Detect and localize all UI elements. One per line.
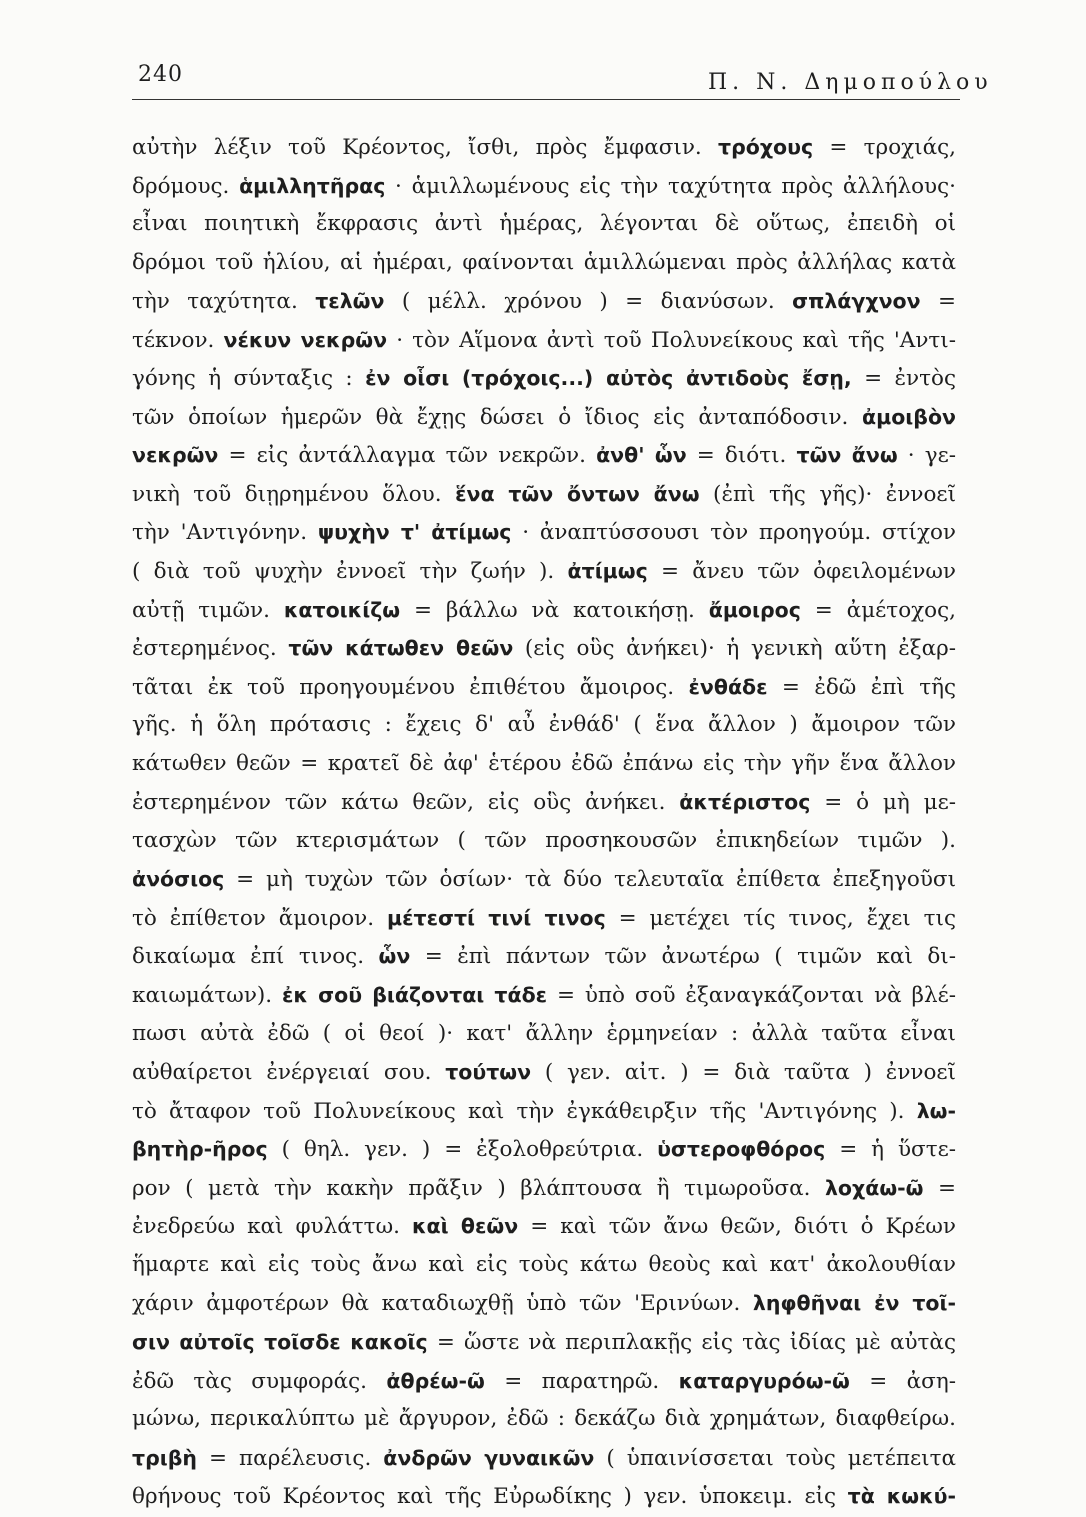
text-line (132, 591, 956, 630)
headword: τούτων (445, 1060, 532, 1085)
headword: νέκυν νεκρῶν (223, 327, 388, 352)
gloss-text: = διότι. (686, 443, 797, 469)
text-line (132, 1015, 956, 1054)
text-line (132, 668, 956, 707)
text-line (132, 629, 956, 668)
text-line (132, 359, 956, 398)
running-head: Π. Ν. Δημοπούλου (708, 70, 993, 95)
text-line (132, 244, 956, 283)
text-line (132, 1053, 956, 1092)
text-line (132, 899, 956, 938)
text-line (132, 436, 956, 475)
gloss-text: = ἐπὶ πάντων τῶν ἀνωτέρω ( τιμῶν καὶ δι- (410, 944, 956, 970)
headword: τελῶν (315, 289, 385, 314)
gloss-text: θρήνους τοῦ Κρέοντος καὶ τῆς Εὐρωδίκης ) γεν. ὑποκειμ. εἰς (132, 1484, 848, 1510)
headword: νεκρῶν (132, 443, 219, 468)
headword: ἀτίμως (567, 559, 648, 584)
headword: ἀμοιβὸν (862, 404, 956, 429)
text-line (132, 1284, 956, 1323)
text-line (132, 321, 956, 360)
page-number: 240 (138, 62, 183, 87)
gloss-text: ἐνεδρεύω καὶ φυλάττω. (132, 1214, 412, 1240)
commentary-text (132, 128, 956, 1516)
text-line (132, 205, 956, 244)
headword: ἀνθ' ὧν (596, 443, 687, 468)
text-line (132, 475, 956, 514)
gloss-text: ρον ( μετὰ τὴν κακὴν πρᾶξιν ) βλάπτουσα ἢ τιμωροῦσα. (132, 1175, 825, 1201)
headword: ληφθῆναι ἐν τοῖ- (752, 1291, 956, 1316)
text-line (132, 513, 956, 552)
gloss-text: ( θηλ. γεν. ) = ἐξολοθρεύτρια. (267, 1137, 658, 1163)
gloss-text: = ἀση- (849, 1368, 956, 1394)
headword: καταργυρόω-ῶ (678, 1368, 850, 1393)
gloss-text: δικαίωμα ἐπί τινος. (132, 944, 379, 970)
headword: ἀνόσιος (132, 867, 225, 892)
text-line (132, 552, 956, 591)
headword: ὧν (378, 944, 411, 969)
gloss-text: τὸ ἄταφον τοῦ Πολυνείκους καὶ τὴν ἐγκάθειρξιν τῆς 'Αντιγόνης ). (132, 1098, 917, 1124)
gloss-text: ( μέλλ. χρόνου ) = διανύσων. (384, 289, 793, 315)
gloss-text: αὐτὴν λέξιν τοῦ Κρέοντος, ἴσθι, πρὸς ἔμφασιν. (132, 135, 718, 160)
gloss-text: · τὸν Αἵμονα ἀντὶ τοῦ Πολυνείκους καὶ τῆς 'Αντι- (387, 327, 956, 353)
text-line (132, 976, 956, 1015)
gloss-text: ἥμαρτε καὶ εἰς τοὺς ἄνω καὶ εἰς τοὺς κάτω θεοὺς καὶ κατ' ἀκολουθίαν (132, 1251, 956, 1277)
headword: σπλάγχνον (792, 289, 921, 314)
gloss-text: δρόμοι τοῦ ἡλίου, αἱ ἡμέραι, φαίνονται ἁμιλλώμεναι πρὸς ἀλλήλας κατὰ (132, 249, 956, 275)
gloss-text: αὐτῇ τιμῶν. (132, 597, 284, 623)
headword: ἄμοιρος (708, 597, 801, 622)
gloss-text: πωσι αὐτὰ ἐδῶ ( οἱ θεοί )· κατ' ἄλλην ἑρμηνείαν : ἀλλὰ ταῦτα εἶναι (132, 1020, 956, 1046)
gloss-text: = τροχιάς, (813, 135, 956, 160)
gloss-text: καιωμάτων). (132, 983, 282, 1009)
gloss-text: ( ὑπαινίσσεται τοὺς μετέπειτα (594, 1445, 956, 1471)
gloss-text: = εἰς ἀντάλλαγμα τῶν νεκρῶν. (218, 443, 597, 469)
text-line (132, 860, 956, 899)
headword: ἁμιλλητῆρας (239, 173, 386, 198)
text-line (132, 745, 956, 784)
text-line (132, 282, 956, 321)
gloss-text: = βάλλω νὰ κατοικήσῃ. (400, 597, 709, 623)
text-line (132, 1130, 956, 1169)
headword: ἀνδρῶν γυναικῶν (383, 1445, 595, 1470)
gloss-text: · ἀναπτύσσουσι τὸν προηγούμ. στίχον (511, 520, 957, 546)
gloss-text: = ἐντὸς (851, 366, 956, 392)
headword: ἐκ σοῦ βιάζονται τάδε (282, 983, 548, 1008)
headword: ψυχὴν τ' ἀτίμως (317, 520, 512, 545)
text-line (132, 1092, 956, 1131)
gloss-text: = ἀμέτοχος, (800, 597, 956, 623)
gloss-text: τασχὼν τῶν κτερισμάτων ( τῶν προσηκουσῶν ἐπικηδείων τιμῶν ). (132, 827, 956, 853)
gloss-text: = ἄνευ τῶν ὀφειλομένων (647, 559, 956, 585)
header-rule (132, 99, 960, 100)
text-line (132, 398, 956, 437)
gloss-text: = ὑπὸ σοῦ ἐξαναγκάζονται νὰ βλέ- (547, 983, 956, 1009)
gloss-text: = (920, 289, 956, 315)
headword: ὑστεροφθόρος (657, 1137, 826, 1162)
gloss-text: = παρατηρῶ. (484, 1368, 679, 1394)
gloss-text: = παρέλευσις. (197, 1445, 384, 1471)
headword: σιν αὐτοῖς τοῖσδε κακοῖς (132, 1329, 428, 1354)
text-line (132, 128, 956, 167)
text-line (132, 1477, 956, 1516)
gloss-text: (ἐπὶ τῆς γῆς)· ἐννοεῖ (699, 481, 956, 507)
gloss-text: ( διὰ τοῦ ψυχὴν ἐννοεῖ τὴν ζωήν ). (132, 559, 568, 585)
headword: ἐν οἷσι (τρόχοις...) αὐτὸς ἀντιδοὺς ἔσῃ, (365, 366, 852, 391)
headword: τῶν κάτωθεν θεῶν (288, 636, 514, 661)
gloss-text: ( γεν. αἰτ. ) = διὰ ταῦτα ) ἐννοεῖ (531, 1060, 956, 1086)
headword: λοχάω-ῶ (824, 1175, 924, 1200)
gloss-text: τὴν ταχύτητα. (132, 289, 316, 315)
text-line (132, 1207, 956, 1246)
text-line (132, 1323, 956, 1362)
headword: ἀθρέω-ῶ (386, 1368, 485, 1393)
gloss-text: = μὴ τυχὼν τῶν ὁσίων· τὰ δύο τελευταῖα ἐπίθετα ἐπεξηγοῦσι (224, 867, 956, 893)
gloss-text: τᾶται ἐκ τοῦ προηγουμένου ἐπιθέτου ἄμοιρος. (132, 674, 689, 700)
headword: τῶν ἄνω (796, 443, 898, 468)
text-line (132, 167, 956, 206)
headword: ἐνθάδε (688, 674, 768, 699)
headword: βητὴρ-ῆρος (132, 1137, 268, 1162)
gloss-text: = μετέχει τίς τινος, ἔχει τις (605, 905, 956, 931)
text-line (132, 1362, 956, 1401)
headword: ἕνα τῶν ὄντων ἄνω (455, 481, 700, 506)
gloss-text: · γε- (897, 443, 956, 469)
gloss-text: αὐθαίρετοι ἐνέργειαί σου. (132, 1060, 446, 1086)
gloss-text: τὴν 'Αντιγόνην. (132, 520, 318, 546)
gloss-text: νικὴ τοῦ διῃρημένου ὅλου. (132, 481, 456, 507)
headword: καὶ θεῶν (411, 1214, 519, 1239)
gloss-text: χάριν ἀμφοτέρων θὰ καταδιωχθῇ ὑπὸ τῶν 'Ερινύων. (132, 1291, 753, 1317)
gloss-text: = ἡ ὕστε- (825, 1137, 956, 1163)
headword: τὰ κωκύ- (847, 1484, 956, 1509)
gloss-text: κάτωθεν θεῶν = κρατεῖ δὲ ἀφ' ἑτέρου ἐδῶ ἐπάνω εἰς τὴν γῆν ἕνα ἄλλον (132, 750, 956, 776)
text-line (132, 1400, 956, 1439)
headword: τρόχους (717, 135, 814, 159)
gloss-text: = ὁ μὴ με- (810, 790, 956, 816)
gloss-text: = ὥστε νὰ περιπλακῇς εἰς τὰς ἰδίας μὲ αὐτὰς (427, 1329, 956, 1355)
gloss-text: μώνω, περικαλύπτω μὲ ἄργυρον, ἐδῶ : δεκάζω διὰ χρημάτων, διαφθείρω. (132, 1406, 956, 1432)
gloss-text: τὸ ἐπίθετον ἄμοιρον. (132, 905, 387, 931)
headword: κατοικίζω (283, 597, 401, 622)
gloss-text: τῶν ὁποίων ἡμερῶν θὰ ἔχῃς δώσει ὁ ἴδιος εἰς ἀνταπόδοσιν. (132, 404, 863, 430)
gloss-text: ἐστερημένον τῶν κάτω θεῶν, εἰς οὓς ἀνήκει. (132, 790, 680, 816)
gloss-text: (εἰς οὓς ἀνήκει)· ἡ γενικὴ αὕτη ἐξαρ- (513, 636, 957, 662)
text-line (132, 822, 956, 861)
headword: τριβὴ (132, 1445, 198, 1470)
gloss-text: τέκνον. (132, 327, 224, 353)
gloss-text: ἐστερημένος. (132, 636, 289, 662)
headword: ἀκτέριστος (679, 790, 811, 815)
gloss-text: = (923, 1175, 956, 1201)
gloss-text: · ἁμιλλωμένους εἰς τὴν ταχύτητα πρὸς ἀλλήλους· (385, 173, 956, 199)
gloss-text: = ἐδῶ ἐπὶ τῆς (767, 674, 957, 700)
gloss-text: = καὶ τῶν ἄνω θεῶν, διότι ὁ Κρέων (518, 1214, 956, 1240)
text-line (132, 937, 956, 976)
headword: μέτεστί τινί τινος (387, 905, 606, 930)
text-line (132, 1169, 956, 1208)
gloss-text: ἐδῶ τὰς συμφοράς. (132, 1368, 387, 1394)
gloss-text: δρόμους. (132, 173, 240, 199)
gloss-text: γόνης ἡ σύνταξις : (132, 366, 366, 392)
text-line (132, 1246, 956, 1285)
headword: λω- (916, 1098, 956, 1123)
text-line (132, 1439, 956, 1478)
text-line (132, 783, 956, 822)
gloss-text: εἶναι ποιητικὴ ἔκφρασις ἀντὶ ἡμέρας, λέγονται δὲ οὕτως, ἐπειδὴ οἱ (132, 211, 956, 237)
text-line (132, 706, 956, 745)
gloss-text: γῆς. ἡ ὅλη πρότασις : ἔχεις δ' αὖ ἐνθάδ' ( ἕνα ἄλλον ) ἄμοιρον τῶν (132, 712, 956, 738)
